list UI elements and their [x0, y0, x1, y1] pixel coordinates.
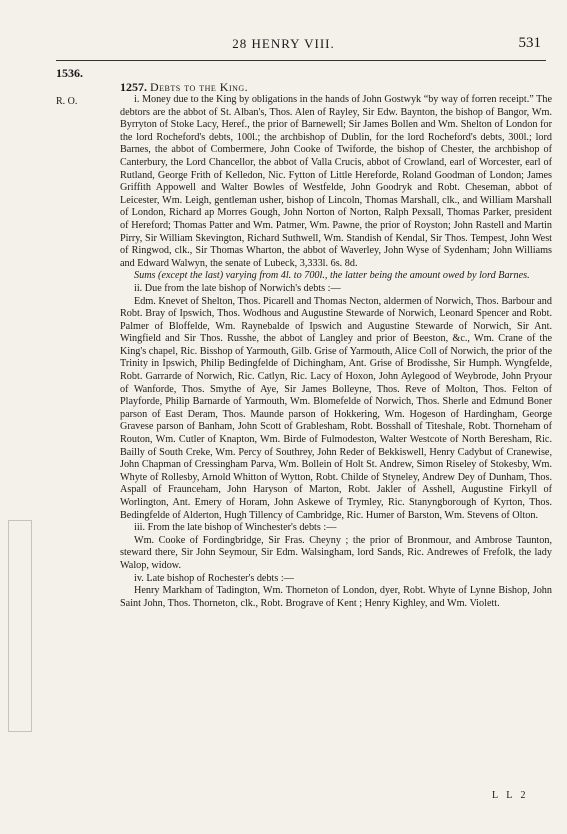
paragraph-winchester-heading: iii. From the late bishop of Winchester's debts :— [134, 522, 337, 534]
paragraph-rochester-debtors: Henry Markham of Tadington, Wm. Thorneton of London, dyer, Robt. Whyte of Lynne Bishop, John Saint John, Thos. Thorneton, clk., Robt. Brograve of Kent ; Henry Kighley, and Wm. Violett. [120, 585, 552, 609]
entry-body [120, 94, 552, 610]
entry-heading [120, 80, 248, 95]
paragraph-sums-note: Sums (except the last) varying from 4l. to 700l., the latter being the amount owed by lord Barnes. [134, 270, 530, 282]
header-rule [56, 60, 546, 61]
entry-title: Debts to the King. [150, 80, 249, 94]
paragraph-rochester-heading: iv. Late bishop of Rochester's debts :— [134, 572, 294, 584]
paragraph-norwich-debtors: Edm. Knevet of Shelton, Thos. Picarell and Thomas Necton, aldermen of Norwich, Thos. Barbour and Robt. Bray of Ipswich, Thos. Wodhous and Augustine Stewarde of Norwich, Leonard Spencer and Robt. Palmer of Bloffelde, Wm. Raynebalde of Ipswich and Augustine Stewarde of Norwich, Sir Ant. Wingfield and Sir Thos. Russhe, the abbot of Langley and prior of Beeston, &c., Wm. Crane of the King's chapel, Ric. Bisshop of Yarmouth, Gilb. Grise of Yarmouth, Alice Coll of Norwich, the prior of the Trinity in Ipswich, Philip Bedingfelde of Dichingham, Ant. Grise of Brodisshe, Sir Humph. Wyngfelde, Robt. Garrarde of Norwich, Ric. Catlyn, Ric. Lacy of Hoxon, John Aylegood of Weybrode, John Pryour of Wanforde, Thos. Smythe of Aye, Sir James Bolleyne, Thos. Reve of Molton, Thos. Felton of Playforde, Philip Barnarde of Yarmouth, Wm. Blomefelde of Norwich, Thos. Sherle and Edmund Boner parson of East Deram, Thos. Maunde parson of Hokkering, Wm. Hogeson of Hardingham, George Gravese parson of Banham, John Scott of Grablesham, Robt. Bosshall of Titeshale, Robt. Thorneham of Routon, Wm. Cutler of Knapton, Wm. Birde of Fulmodeston, Walter Westcote of North Beresham, Ric. Bailly of South Creke, Wm. Percy of Southrey, John Reder of Bekkiswell, Henry Cadybut of Cranewise, John Chapman of Cressingham Parva, Wm. Bollein of Holt St. Andrew, Simon Riseley of Stokesby, Wm. Whyte of Rollesby, Arnold Whitton of Wytton, Robt. Childe of Styneley, Andrew Dey of Dunham, Thos. Aspall of Fraunceham, John Haryson of Marton, Robt. Jakler of Asshell, Augustine Firkyll of Worlington, Ant. Emery of Horam, John Askewe of Trymley, Ric. Stanyngborough of Kyrton, Thos. Bedingfelde of Alderton, Hugh Tillency of Cambridge, Ric. Humer of Barston, Wm. Stevens of Olton. [120, 295, 552, 521]
margin-source: R. O. [56, 96, 78, 107]
running-header [0, 36, 567, 56]
header-title: 28 HENRY VIII. [232, 36, 335, 51]
paragraph-obligations: i. Money due to the King by obligations in the hands of John Gostwyk “by way of forren receipt.” The debtors are the abbot of St. Alban's, Thos. Alen of Rayley, Sir Edw. Baynton, the bishop of Bangor, Wm. Byrryton of Stoke Lacy, Heref., the prior of Barnewell; Sir James Bollen and Wm. Shelton of London for the lord Rocheford's debts, 100l.; the archbishop of Dublin, for the lord Rocheford's debts, 300l.; lord Barnes, the abbot of Combermere, John Cooke of Twiforde, the bishop of Chester, the archbishop of Canterbury, the Lord Chancellor, the abbot of Valla Crucis, abbot of Crowland, earl of Worcester, earl of Rutland, George Frith of Kelledon, Nic. Fytton of Little Hereforde, Roland Goodman of London; James Griffith Appowell and Walter Bowles of Westfelde, John Goodryk and Robt. Cheseman, abbot of Leicester, Wm. Leigh, gentleman usher, bishop of Lincoln, Thomas Marshall, clk., and William Marshall of London, Richard ap Morres Gough, John Norton of Norton, Ralph Pexsall, Thomas Parker, president of Hereford; Thomas Patter and Wm. Patmer, Wm. Pawne, the prior of Royston; John Rastell and Martin Pirry, Sir William Skevington, Richard Suthwell, Wm. Standish of Kendal, Sir Thos. Tempest, John West of Ringwod, clk., Sir Thomas Wharton, the abbot of Waverley, John Wyse of Sydenham; John Williams and Edward Walwyn, the senate of Lubeck, 3,333l. 6s. 8d. [120, 94, 552, 269]
paragraph-winchester-debtors: Wm. Cooke of Fordingbridge, Sir Fras. Cheyny ; the prior of Bronmour, and Ambrose Taunton, steward there, Sir John Seymour, Sir Edm. Walsingham, lord Sands, Ric. Andrewes of Frefolk, the lady Walop, widow. [120, 534, 552, 571]
margin-year: 1536. [56, 66, 83, 80]
paragraph-norwich-heading: ii. Due from the late bishop of Norwich's debts :— [134, 282, 341, 294]
page-number: 531 [518, 35, 541, 51]
entry-number: 1257. [120, 80, 147, 94]
watermark-stamp [8, 520, 32, 732]
signature-mark: L L 2 [492, 790, 529, 801]
